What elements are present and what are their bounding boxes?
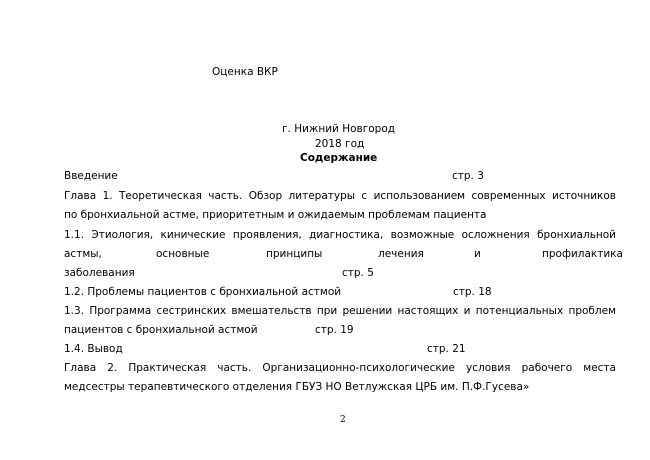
toc-title: Содержание [300,152,378,164]
toc-entry-page: стр. 19 [315,324,354,336]
toc-entry-1-3-line2: пациентов с бронхиальной астмой стр. 19 [64,324,354,336]
city-label: г. Нижний Новгород [282,123,396,135]
toc-entry-label: Введение [64,170,118,182]
toc-entry-page: стр. 5 [342,267,374,279]
toc-entry-chapter2-line2: медсестры терапевтического отделения ГБУЗ НО Ветлужская ЦРБ им. П.Ф.Гусева» [64,381,530,393]
page-number: 2 [340,415,346,425]
toc-entry-1-1-line1: 1.1. Этиология, кинические проявления, диагностика, возможные осложнения бронхиальной [64,229,616,241]
toc-entry-chapter1-line1: Глава 1. Теоретическая часть. Обзор литературы с использованием современных источников [64,190,616,202]
toc-entry-page: стр. 18 [453,286,492,298]
toc-entry-chapter1-line2: по бронхиальной астме, приоритетным и ожидаемым проблемам пациента [64,209,487,221]
toc-entry-1-1-line3: заболевания стр. 5 [64,267,374,279]
toc-entry-page: стр. 3 [452,170,484,182]
grade-label: Оценка ВКР [212,66,278,78]
year-label: 2018 год [315,138,365,150]
toc-entry-intro [64,170,616,182]
toc-entry-1-4: 1.4. Вывод стр. 21 [64,343,466,355]
toc-entry-page: стр. 21 [427,343,466,355]
toc-entry-1-3-line1: 1.3. Программа сестринских вмешательств при решении настоящих и потенциальных проблем [64,305,616,317]
toc-entry-chapter2-line1: Глава 2. Практическая часть. Организационно-психологические условия рабочего места [64,362,616,374]
toc-entry-1-2: 1.2. Проблемы пациентов с бронхиальной астмой стр. 18 [64,286,492,298]
